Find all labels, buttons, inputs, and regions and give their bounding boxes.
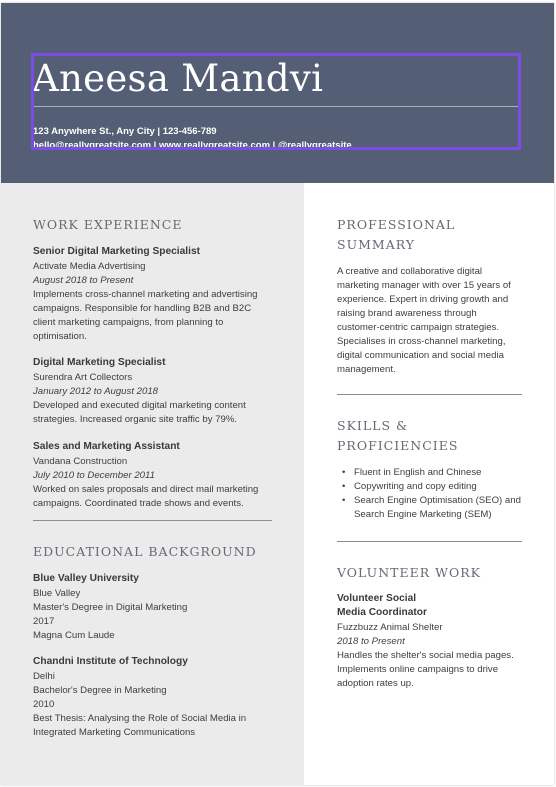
job-1-company: Activate Media Advertising <box>33 261 146 272</box>
selection-box <box>31 53 521 150</box>
summary-heading-line2: SUMMARY <box>337 237 416 252</box>
job-3-role: Sales and Marketing Assistant <box>33 441 180 452</box>
section-divider <box>33 520 272 521</box>
school-2-location: Delhi <box>33 671 55 682</box>
skills-heading-line1: SKILLS & <box>337 418 409 433</box>
skill-item: • Copywriting and copy editing <box>342 480 544 494</box>
volunteer-desc-line: adoption rates up. <box>337 678 414 689</box>
school-1-name: Blue Valley University <box>33 573 139 584</box>
job-2-desc-line: Developed and executed digital marketing content <box>33 400 246 411</box>
volunteer-heading: VOLUNTEER WORK <box>337 565 481 580</box>
volunteer-role-line1: Volunteer Social <box>337 593 417 604</box>
contact-address-phone[interactable]: 123 Anywhere St., Any City | 123-456-789 <box>33 126 217 137</box>
resume-header <box>1 3 554 183</box>
job-1-desc-line: Implements cross-channel marketing and advertising <box>33 289 258 300</box>
job-3-company: Vandana Construction <box>33 456 128 467</box>
section-divider <box>337 394 522 395</box>
volunteer-dates: 2018 to Present <box>337 636 405 647</box>
candidate-name[interactable]: Aneesa Mandvi <box>32 57 324 100</box>
job-3-desc-line: campaigns. Coordinated trade shows and events. <box>33 498 244 509</box>
job-1-dates: August 2018 to Present <box>33 275 134 286</box>
school-2-degree: Bachelor's Degree in Marketing <box>33 685 167 696</box>
volunteer-org: Fuzzbuzz Animal Shelter <box>337 622 443 633</box>
job-2-desc-line: strategies. Increased organic site traffic by 79%. <box>33 414 238 425</box>
volunteer-desc-line: Handles the shelter's social media pages. <box>337 650 514 661</box>
school-1-degree: Master's Degree in Digital Marketing <box>33 602 188 613</box>
school-1-year: 2017 <box>33 616 55 627</box>
job-2-company: Surendra Art Collectors <box>33 372 133 383</box>
school-2-note: Best Thesis: Analysing the Role of Social Media in <box>33 713 247 724</box>
job-1-role: Senior Digital Marketing Specialist <box>33 246 201 257</box>
summary-heading-line1: PROFESSIONAL <box>337 217 456 232</box>
job-3-desc-line: Worked on sales proposals and direct mail marketing <box>33 484 259 495</box>
school-2-year: 2010 <box>33 699 55 710</box>
job-1-desc-line: client marketing campaigns, from planning to <box>33 317 224 328</box>
summary-line: digital communication and social media <box>337 350 504 361</box>
volunteer-role-line2: Media Coordinator <box>337 607 427 618</box>
contact-web-social[interactable]: hello@reallygreatsite.com | www.reallygreatsite.com | @reallygreatsite <box>33 140 352 151</box>
school-2-note: Integrated Marketing Communications <box>33 727 196 738</box>
education-heading: EDUCATIONAL BACKGROUND <box>33 544 257 559</box>
skill-item: • Fluent in English and Chinese <box>342 466 544 480</box>
summary-line: Specialises in cross-channel marketing, <box>337 336 506 347</box>
school-2-name: Chandni Institute of Technology <box>33 656 188 667</box>
school-1-note: Magna Cum Laude <box>33 630 115 641</box>
summary-line: raising brand awareness through <box>337 308 477 319</box>
job-2-dates: January 2012 to August 2018 <box>33 386 158 397</box>
summary-line: marketing manager with over 15 years of <box>337 280 511 291</box>
work-experience-heading: WORK EXPERIENCE <box>33 217 183 232</box>
summary-line: experience. Expert in driving growth and <box>337 294 509 305</box>
summary-line: management. <box>337 364 396 375</box>
school-1-location: Blue Valley <box>33 588 81 599</box>
job-2-role: Digital Marketing Specialist <box>33 357 166 368</box>
summary-line: customer-centric campaign strategies. <box>337 322 500 333</box>
skill-item: • Search Engine Optimisation (SEO) and Search Engine Marketing (SEM) <box>342 494 544 522</box>
job-1-desc-line: optimisation. <box>33 331 87 342</box>
job-1-desc-line: campaigns. Responsible for handling B2B and B2C <box>33 303 252 314</box>
summary-line: A creative and collaborative digital <box>337 266 483 277</box>
resume-page <box>1 3 554 785</box>
skills-list <box>342 466 544 522</box>
skills-heading-line2: PROFICIENCIES <box>337 438 459 453</box>
job-3-dates: July 2010 to December 2011 <box>33 470 155 481</box>
section-divider <box>337 541 522 542</box>
volunteer-desc-line: Implements online campaigns to drive <box>337 664 499 675</box>
